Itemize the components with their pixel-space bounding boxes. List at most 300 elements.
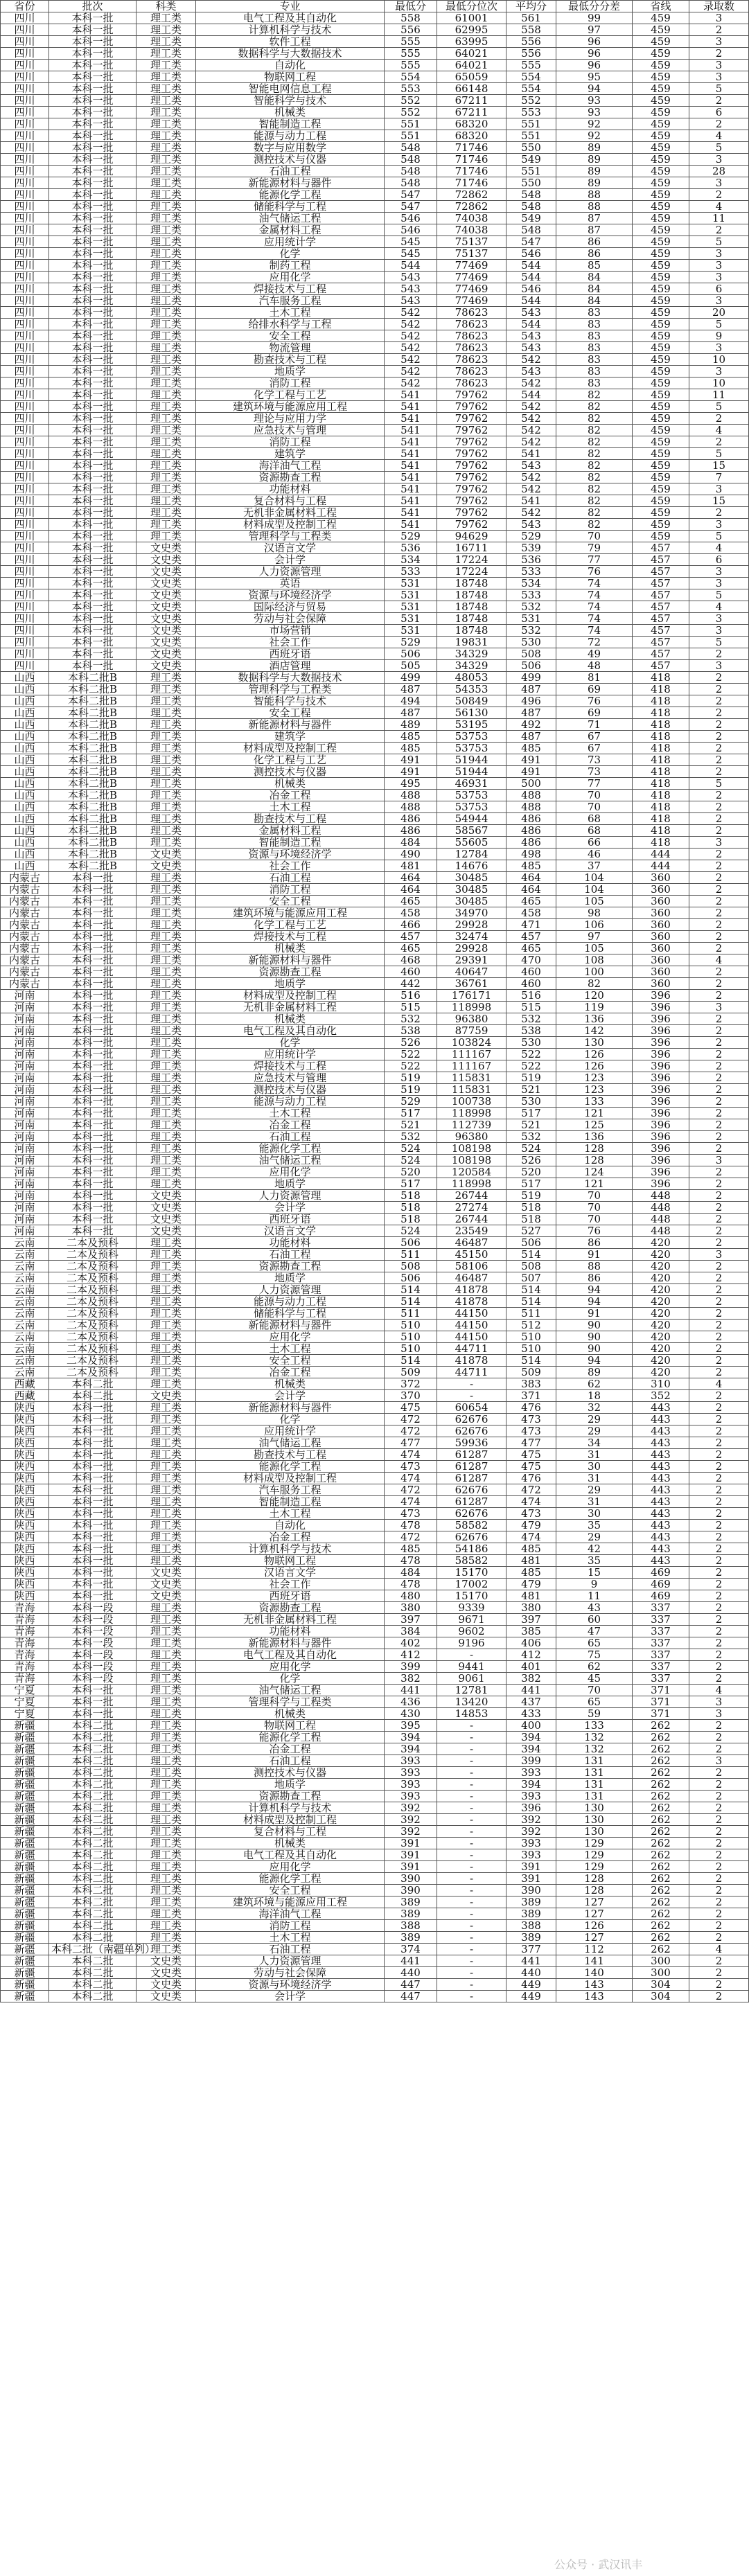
category-cell: 理工类: [136, 1261, 196, 1272]
score-gap-cell: 29: [556, 1484, 633, 1496]
batch-cell: 本科二批: [49, 1932, 136, 1944]
min-rank-cell: 29928: [437, 919, 506, 931]
min-rank-cell: 46487: [437, 1272, 506, 1284]
min-score-cell: 374: [385, 1944, 437, 1955]
avg-score-cell: 506: [506, 1237, 556, 1249]
province-cell: 河南: [1, 1002, 49, 1013]
province-cell: 新疆: [1, 1791, 49, 1802]
province-line-cell: 360: [633, 954, 689, 966]
category-cell: 文史类: [136, 860, 196, 872]
category-cell: 理工类: [136, 1720, 196, 1732]
score-gap-cell: 30: [556, 1461, 633, 1473]
category-cell: 理工类: [136, 83, 196, 95]
min-rank-cell: 30485: [437, 896, 506, 907]
province-cell: 陕西: [1, 1425, 49, 1437]
score-gap-cell: 82: [556, 507, 633, 519]
category-cell: 理工类: [136, 1331, 196, 1343]
major-cell: 消防工程: [196, 1920, 385, 1932]
province-cell: 四川: [1, 472, 49, 483]
batch-cell: 本科一批: [49, 660, 136, 672]
min-rank-cell: 48053: [437, 672, 506, 684]
table-row: [1, 460, 749, 472]
min-rank-cell: 54944: [437, 813, 506, 825]
category-cell: 理工类: [136, 1673, 196, 1685]
table-row: [1, 1013, 749, 1025]
category-cell: 理工类: [136, 142, 196, 154]
min-rank-cell: -: [437, 1932, 506, 1944]
min-rank-cell: 176171: [437, 990, 506, 1002]
admitted-cell: 2: [689, 1025, 749, 1037]
avg-score-cell: 555: [506, 60, 556, 71]
major-cell: 冶金工程: [196, 1531, 385, 1543]
min-score-cell: 532: [385, 1013, 437, 1025]
major-cell: 土木工程: [196, 307, 385, 319]
province-line-cell: 448: [633, 1225, 689, 1237]
admitted-cell: 11: [689, 389, 749, 401]
province-cell: 云南: [1, 1355, 49, 1367]
col-header-category: 科类: [136, 1, 196, 12]
score-gap-cell: 130: [556, 1802, 633, 1814]
table-row: [1, 931, 749, 943]
category-cell: 文史类: [136, 1967, 196, 1979]
category-cell: 理工类: [136, 1755, 196, 1767]
province-line-cell: 262: [633, 1838, 689, 1849]
min-rank-cell: -: [437, 1908, 506, 1920]
min-score-cell: 442: [385, 978, 437, 990]
min-score-cell: 517: [385, 1178, 437, 1190]
province-cell: 宁夏: [1, 1696, 49, 1708]
avg-score-cell: 543: [506, 307, 556, 319]
score-gap-cell: 131: [556, 1791, 633, 1802]
admitted-cell: 9: [689, 330, 749, 342]
table-row: [1, 401, 749, 413]
score-gap-cell: 74: [556, 625, 633, 637]
major-cell: 消防工程: [196, 436, 385, 448]
category-cell: 理工类: [136, 1543, 196, 1555]
min-rank-cell: 16711: [437, 542, 506, 554]
batch-cell: 本科一批: [49, 166, 136, 177]
province-line-cell: 262: [633, 1755, 689, 1767]
province-cell: 新疆: [1, 1873, 49, 1885]
batch-cell: 本科一批: [49, 1072, 136, 1084]
min-rank-cell: 79762: [437, 401, 506, 413]
avg-score-cell: 519: [506, 1190, 556, 1202]
batch-cell: 本科一批: [49, 1531, 136, 1543]
avg-score-cell: 530: [506, 637, 556, 648]
category-cell: 理工类: [136, 1932, 196, 1944]
province-line-cell: 304: [633, 1991, 689, 2002]
province-line-cell: 420: [633, 1249, 689, 1261]
province-cell: 河南: [1, 1049, 49, 1060]
min-score-cell: 392: [385, 1814, 437, 1826]
admitted-cell: 4: [689, 1944, 749, 1955]
major-cell: 能源与动力工程: [196, 1296, 385, 1308]
province-cell: 四川: [1, 154, 49, 166]
province-cell: 新疆: [1, 1955, 49, 1967]
admitted-cell: 2: [689, 1814, 749, 1826]
min-rank-cell: 51944: [437, 766, 506, 778]
avg-score-cell: 371: [506, 1390, 556, 1402]
province-line-cell: 418: [633, 731, 689, 743]
province-cell: 四川: [1, 224, 49, 236]
province-cell: 新疆: [1, 1944, 49, 1955]
category-cell: 文史类: [136, 625, 196, 637]
avg-score-cell: 544: [506, 260, 556, 272]
province-cell: 四川: [1, 24, 49, 36]
category-cell: 理工类: [136, 48, 196, 60]
table-row: [1, 354, 749, 366]
table-row: [1, 1190, 749, 1202]
major-cell: 资源勘查工程: [196, 472, 385, 483]
province-line-cell: 420: [633, 1261, 689, 1272]
batch-cell: 本科一批: [49, 319, 136, 330]
batch-cell: 本科二批: [49, 1838, 136, 1849]
admitted-cell: 2: [689, 1732, 749, 1743]
min-rank-cell: 26744: [437, 1214, 506, 1225]
table-row: [1, 1567, 749, 1579]
table-row: [1, 1838, 749, 1849]
score-gap-cell: 89: [556, 166, 633, 177]
score-gap-cell: 75: [556, 1649, 633, 1661]
score-gap-cell: 29: [556, 1425, 633, 1437]
admitted-cell: 2: [689, 1449, 749, 1461]
min-rank-cell: 61001: [437, 12, 506, 24]
table-row: [1, 1072, 749, 1084]
admitted-cell: 2: [689, 1108, 749, 1119]
min-score-cell: 472: [385, 1531, 437, 1543]
min-rank-cell: -: [437, 1767, 506, 1779]
table-row: [1, 1390, 749, 1402]
admitted-cell: 2: [689, 896, 749, 907]
min-score-cell: 468: [385, 954, 437, 966]
score-gap-cell: 90: [556, 1343, 633, 1355]
province-line-cell: 443: [633, 1414, 689, 1425]
col-header-min-rank: 最低分位次: [437, 1, 506, 12]
min-score-cell: 391: [385, 1849, 437, 1861]
score-gap-cell: 136: [556, 1013, 633, 1025]
admitted-cell: 3: [689, 295, 749, 307]
batch-cell: 本科二批: [49, 1743, 136, 1755]
category-cell: 理工类: [136, 154, 196, 166]
category-cell: 理工类: [136, 990, 196, 1002]
batch-cell: 本科一批: [49, 377, 136, 389]
province-line-cell: 459: [633, 531, 689, 542]
province-line-cell: 457: [633, 660, 689, 672]
category-cell: 文史类: [136, 1225, 196, 1237]
avg-score-cell: 517: [506, 1108, 556, 1119]
province-cell: 四川: [1, 413, 49, 425]
table-row: [1, 919, 749, 931]
score-gap-cell: 131: [556, 1767, 633, 1779]
min-score-cell: 541: [385, 448, 437, 460]
province-cell: 云南: [1, 1284, 49, 1296]
score-gap-cell: 90: [556, 1331, 633, 1343]
province-line-cell: 469: [633, 1567, 689, 1579]
min-score-cell: 494: [385, 695, 437, 707]
batch-cell: 本科二批: [49, 1955, 136, 1967]
major-cell: 数字与应用数学: [196, 142, 385, 154]
table-row: [1, 1308, 749, 1320]
major-cell: 建筑学: [196, 731, 385, 743]
avg-score-cell: 542: [506, 377, 556, 389]
avg-score-cell: 460: [506, 978, 556, 990]
min-rank-cell: 60654: [437, 1402, 506, 1414]
avg-score-cell: 532: [506, 625, 556, 637]
score-gap-cell: 31: [556, 1473, 633, 1484]
min-rank-cell: 65059: [437, 71, 506, 83]
min-score-cell: 391: [385, 1838, 437, 1849]
batch-cell: 本科一批: [49, 637, 136, 648]
batch-cell: 本科一批: [49, 1060, 136, 1072]
major-cell: 应用化学: [196, 1661, 385, 1673]
table-row: [1, 1108, 749, 1119]
province-cell: 宁夏: [1, 1708, 49, 1720]
table-row: [1, 1967, 749, 1979]
score-gap-cell: 73: [556, 754, 633, 766]
score-gap-cell: 91: [556, 1249, 633, 1261]
province-line-cell: 457: [633, 578, 689, 589]
batch-cell: 本科一批: [49, 519, 136, 531]
category-cell: 理工类: [136, 966, 196, 978]
score-gap-cell: 131: [556, 1755, 633, 1767]
major-cell: 应急技术与管理: [196, 425, 385, 436]
category-cell: 理工类: [136, 1060, 196, 1072]
min-score-cell: 555: [385, 36, 437, 48]
min-score-cell: 392: [385, 1802, 437, 1814]
avg-score-cell: 530: [506, 1037, 556, 1049]
province-cell: 新疆: [1, 1732, 49, 1743]
province-cell: 河南: [1, 1060, 49, 1072]
avg-score-cell: 406: [506, 1637, 556, 1649]
province-cell: 山西: [1, 813, 49, 825]
min-score-cell: 518: [385, 1214, 437, 1225]
min-rank-cell: -: [437, 1390, 506, 1402]
min-rank-cell: -: [437, 1791, 506, 1802]
score-gap-cell: 119: [556, 1002, 633, 1013]
category-cell: 理工类: [136, 71, 196, 83]
province-cell: 新疆: [1, 1932, 49, 1944]
avg-score-cell: 539: [506, 542, 556, 554]
province-cell: 新疆: [1, 1767, 49, 1779]
table-row: [1, 1826, 749, 1838]
province-cell: 四川: [1, 354, 49, 366]
batch-cell: 二本及预科: [49, 1343, 136, 1355]
admitted-cell: 2: [689, 1637, 749, 1649]
col-header-score-gap: 最低分分差: [556, 1, 633, 12]
score-gap-cell: 133: [556, 1096, 633, 1108]
batch-cell: 本科二批: [49, 1991, 136, 2002]
province-line-cell: 418: [633, 778, 689, 790]
category-cell: 理工类: [136, 907, 196, 919]
avg-score-cell: 516: [506, 990, 556, 1002]
min-score-cell: 514: [385, 1355, 437, 1367]
admitted-cell: 15: [689, 495, 749, 507]
table-row: [1, 436, 749, 448]
min-score-cell: 508: [385, 1261, 437, 1272]
province-line-cell: 337: [633, 1673, 689, 1685]
category-cell: 理工类: [136, 118, 196, 130]
category-cell: 文史类: [136, 849, 196, 860]
score-gap-cell: 97: [556, 931, 633, 943]
min-rank-cell: 50849: [437, 695, 506, 707]
batch-cell: 本科一批: [49, 919, 136, 931]
major-cell: 焊接技术与工程: [196, 931, 385, 943]
avg-score-cell: 437: [506, 1696, 556, 1708]
min-rank-cell: 111167: [437, 1049, 506, 1060]
admitted-cell: 4: [689, 201, 749, 213]
province-cell: 新疆: [1, 1720, 49, 1732]
admitted-cell: 2: [689, 118, 749, 130]
major-cell: 安全工程: [196, 1885, 385, 1897]
major-cell: 国际经济与贸易: [196, 601, 385, 613]
avg-score-cell: 396: [506, 1802, 556, 1814]
batch-cell: 本科二批: [49, 1920, 136, 1932]
province-cell: 四川: [1, 283, 49, 295]
batch-cell: 本科一批: [49, 342, 136, 354]
avg-score-cell: 507: [506, 1272, 556, 1284]
min-score-cell: 395: [385, 1720, 437, 1732]
min-rank-cell: 87759: [437, 1025, 506, 1037]
min-rank-cell: 96380: [437, 1013, 506, 1025]
province-cell: 云南: [1, 1296, 49, 1308]
avg-score-cell: 496: [506, 695, 556, 707]
min-score-cell: 545: [385, 236, 437, 248]
score-gap-cell: 59: [556, 1708, 633, 1720]
admitted-cell: 2: [689, 731, 749, 743]
major-cell: 数据科学与大数据技术: [196, 48, 385, 60]
table-row: [1, 177, 749, 189]
min-score-cell: 545: [385, 248, 437, 260]
table-row: [1, 613, 749, 625]
score-gap-cell: 49: [556, 648, 633, 660]
min-rank-cell: 61287: [437, 1473, 506, 1484]
major-cell: 应急技术与管理: [196, 1072, 385, 1084]
min-rank-cell: -: [437, 1991, 506, 2002]
major-cell: 智能制造工程: [196, 837, 385, 849]
batch-cell: 本科一批: [49, 1049, 136, 1060]
min-rank-cell: 115831: [437, 1084, 506, 1096]
score-gap-cell: 94: [556, 83, 633, 95]
table-row: [1, 825, 749, 837]
score-gap-cell: 140: [556, 1967, 633, 1979]
min-score-cell: 460: [385, 966, 437, 978]
avg-score-cell: 499: [506, 672, 556, 684]
major-cell: 安全工程: [196, 1355, 385, 1367]
province-cell: 河南: [1, 1072, 49, 1084]
major-cell: 建筑学: [196, 448, 385, 460]
score-gap-cell: 89: [556, 142, 633, 154]
province-cell: 四川: [1, 637, 49, 648]
batch-cell: 本科一批: [49, 71, 136, 83]
min-score-cell: 388: [385, 1920, 437, 1932]
admitted-cell: 2: [689, 1955, 749, 1967]
admitted-cell: 2: [689, 1614, 749, 1626]
admitted-cell: 2: [689, 189, 749, 201]
category-cell: 文史类: [136, 637, 196, 648]
batch-cell: 本科一批: [49, 1708, 136, 1720]
admitted-cell: 2: [689, 648, 749, 660]
min-score-cell: 393: [385, 1755, 437, 1767]
category-cell: 理工类: [136, 1166, 196, 1178]
table-row: [1, 1084, 749, 1096]
score-gap-cell: 35: [556, 1520, 633, 1531]
table-row: [1, 130, 749, 142]
score-gap-cell: 42: [556, 1543, 633, 1555]
batch-cell: 本科一批: [49, 1579, 136, 1590]
avg-score-cell: 476: [506, 1473, 556, 1484]
admitted-cell: 2: [689, 1060, 749, 1072]
province-line-cell: 459: [633, 330, 689, 342]
min-rank-cell: 19831: [437, 637, 506, 648]
batch-cell: 本科一批: [49, 1414, 136, 1425]
table-row: [1, 966, 749, 978]
category-cell: 理工类: [136, 272, 196, 283]
category-cell: 理工类: [136, 1296, 196, 1308]
province-cell: 宁夏: [1, 1685, 49, 1696]
admitted-cell: 3: [689, 177, 749, 189]
province-cell: 山西: [1, 849, 49, 860]
score-gap-cell: 126: [556, 1049, 633, 1060]
province-line-cell: 396: [633, 1131, 689, 1143]
batch-cell: 本科一批: [49, 531, 136, 542]
min-rank-cell: 62676: [437, 1414, 506, 1425]
avg-score-cell: 515: [506, 1002, 556, 1013]
avg-score-cell: 449: [506, 1991, 556, 2002]
category-cell: 理工类: [136, 719, 196, 731]
table-row: [1, 83, 749, 95]
province-line-cell: 396: [633, 1049, 689, 1060]
province-cell: 新疆: [1, 1743, 49, 1755]
avg-score-cell: 391: [506, 1873, 556, 1885]
admitted-cell: 2: [689, 1355, 749, 1367]
min-score-cell: 484: [385, 1567, 437, 1579]
major-cell: 功能材料: [196, 1237, 385, 1249]
province-line-cell: 448: [633, 1190, 689, 1202]
major-cell: 消防工程: [196, 377, 385, 389]
province-line-cell: 396: [633, 1178, 689, 1190]
batch-cell: 本科一批: [49, 272, 136, 283]
major-cell: 智能科学与技术: [196, 95, 385, 107]
table-row: [1, 389, 749, 401]
avg-score-cell: 521: [506, 1119, 556, 1131]
score-gap-cell: 76: [556, 695, 633, 707]
batch-cell: 本科一批: [49, 1013, 136, 1025]
category-cell: 文史类: [136, 589, 196, 601]
province-line-cell: 459: [633, 260, 689, 272]
min-rank-cell: 71746: [437, 166, 506, 177]
batch-cell: 本科一批: [49, 1119, 136, 1131]
score-gap-cell: 65: [556, 1637, 633, 1649]
province-line-cell: 262: [633, 1814, 689, 1826]
category-cell: 理工类: [136, 731, 196, 743]
province-line-cell: 418: [633, 754, 689, 766]
province-line-cell: 457: [633, 601, 689, 613]
avg-score-cell: 544: [506, 295, 556, 307]
admitted-cell: 2: [689, 719, 749, 731]
table-row: [1, 1155, 749, 1166]
admitted-cell: 4: [689, 601, 749, 613]
province-line-cell: 420: [633, 1272, 689, 1284]
avg-score-cell: 393: [506, 1791, 556, 1802]
min-rank-cell: 78623: [437, 377, 506, 389]
avg-score-cell: 514: [506, 1355, 556, 1367]
province-cell: 四川: [1, 189, 49, 201]
col-header-major: 专业: [196, 1, 385, 12]
province-line-cell: 459: [633, 83, 689, 95]
avg-score-cell: 441: [506, 1955, 556, 1967]
province-line-cell: 459: [633, 248, 689, 260]
score-gap-cell: 82: [556, 519, 633, 531]
